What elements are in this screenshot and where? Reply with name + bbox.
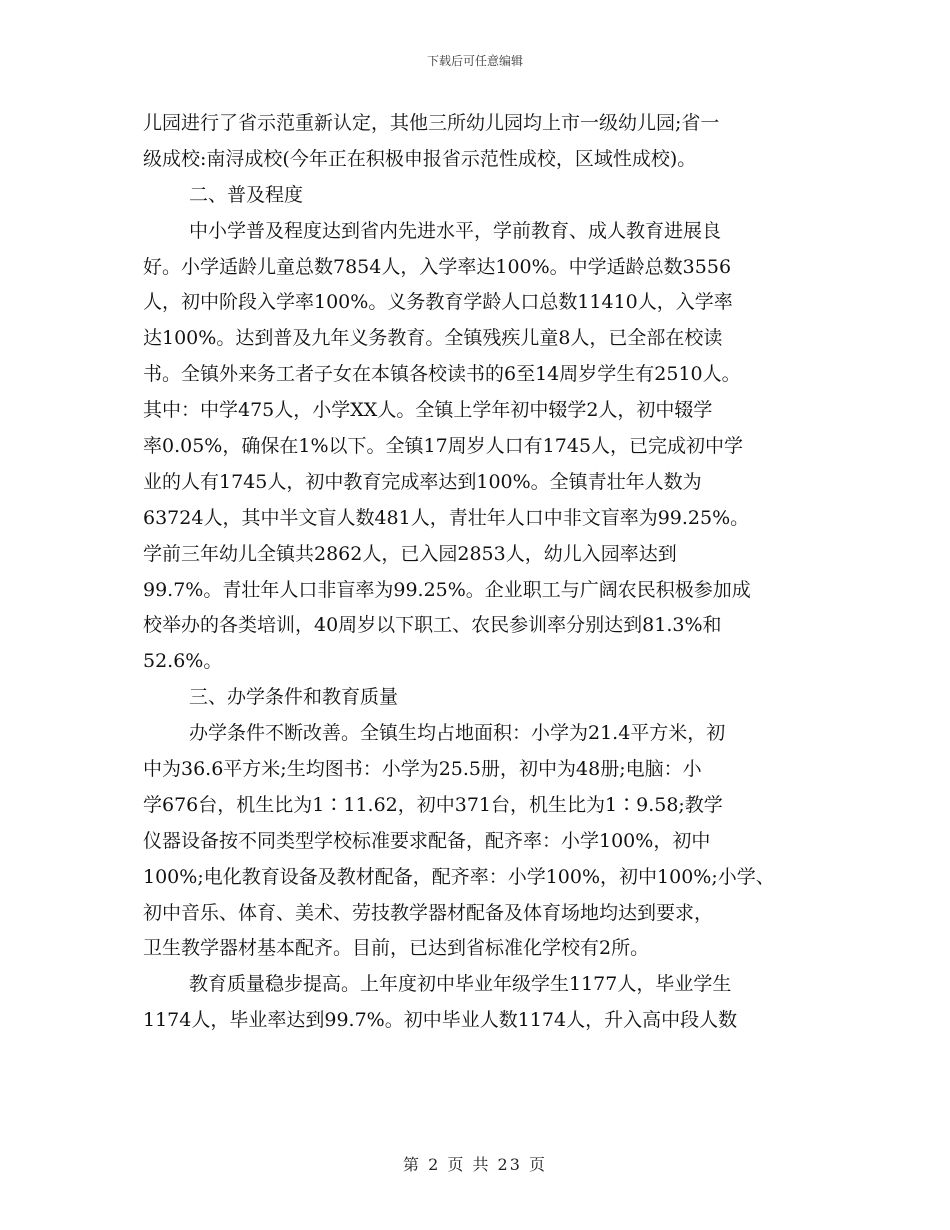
text-line: 学前三年幼儿全镇共2862人，已入园2853人，幼儿入园率达到 — [143, 542, 677, 565]
text-line: 级成校:南浔成校(今年正在积极申报省示范性成校，区域性成校)。 — [143, 147, 697, 170]
document-body — [143, 106, 808, 1039]
text-line: 好。小学适龄儿童总数7854人，入学率达100%。中学适龄总数3556 — [143, 255, 732, 278]
text-line: 儿园进行了省示范重新认定，其他三所幼儿园均上市一级幼儿园;省一 — [143, 112, 720, 134]
text-line: 63724人，其中半文盲人数481人，青壮年人口中非文盲率为99.25%。 — [143, 506, 750, 529]
text-line: 二、普及程度 — [189, 183, 304, 206]
text-line: 中小学普及程度达到省内先进水平，学前教育、成人教育进展良 — [189, 219, 722, 242]
text-line: 99.7%。青壮年人口非盲率为99.25%。企业职工与广阔农民积极参加成 — [143, 578, 751, 601]
text-line: 卫生教学器材基本配齐。目前，已达到省标准化学校有2所。 — [143, 937, 650, 960]
text-line: 校举办的各类培训，40周岁以下职工、农民参训率分别达到81.3%和 — [143, 614, 722, 637]
text-line: 率0.05%，确保在1%以下。全镇17周岁人口有1745人，已完成初中学 — [143, 435, 744, 458]
text-line: 学676台，机生比为1∶11.62，初中371台，机生比为1∶9.58;教学 — [143, 793, 723, 816]
text-line: 仪器设备按不同类型学校标准要求配备，配齐率：小学100%，初中 — [143, 829, 711, 852]
text-line: 书。全镇外来务工者子女在本镇各校读书的6至14周岁学生有2510人。 — [143, 363, 741, 386]
text-line: 人，初中阶段入学率100%。义务教育学龄人口总数11410人，入学率 — [143, 291, 733, 314]
text-line: 三、办学条件和教育质量 — [189, 686, 399, 709]
page-header: 下载后可任意编辑 — [426, 54, 523, 68]
text-line: 办学条件不断改善。全镇生均占地面积：小学为21.4平方米，初 — [189, 722, 726, 745]
page-number-footer: 第 2 页 共 23 页 — [403, 1155, 547, 1174]
text-line: 52.6%。 — [143, 650, 223, 673]
text-line: 1174人，毕业率达到99.7%。初中毕业人数1174人，升入高中段人数 — [143, 1009, 738, 1032]
text-line: 中为36.6平方米;生均图书：小学为25.5册，初中为48册;电脑：小 — [143, 758, 702, 781]
text-line: 100%;电化教育设备及教材配备，配齐率：小学100%，初中100%;小学、 — [143, 865, 775, 888]
text-line: 业的人有1745人，初中教育完成率达到100%。全镇青壮年人数为 — [143, 470, 702, 493]
text-line: 其中：中学475人，小学XX人。全镇上学年初中辍学2人，初中辍学 — [143, 399, 713, 422]
text-line: 教育质量稳步提高。上年度初中毕业年级学生1177人，毕业学生 — [189, 973, 732, 996]
text-line: 达100%。达到普及九年义务教育。全镇残疾儿童8人，已全部在校读 — [143, 327, 723, 350]
text-line: 初中音乐、体育、美术、劳技教学器材配备及体育场地均达到要求， — [143, 901, 714, 924]
